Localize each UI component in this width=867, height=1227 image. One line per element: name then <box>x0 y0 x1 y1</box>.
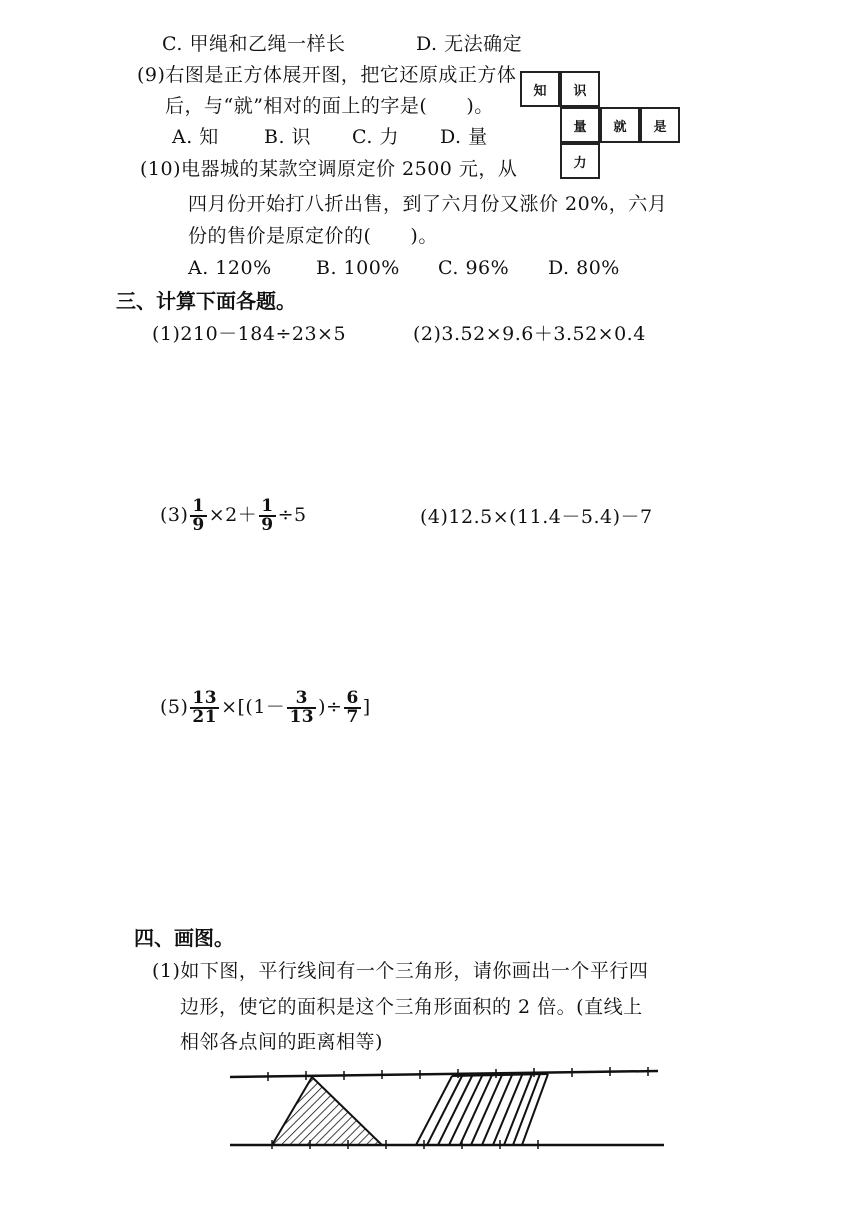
section4-title: 四、画图。 <box>134 926 234 950</box>
net-cell-zhi: 知 <box>520 71 560 107</box>
net-cell-shi2: 是 <box>640 107 680 143</box>
q9-option-d: D. 量 <box>440 126 488 148</box>
q10-text-line2: 四月份开始打八折出售，到了六月份又涨价 20%，六月 <box>188 193 668 215</box>
problem-5-label: (5) <box>160 696 189 718</box>
drawing-question-line1: (1)如下图，平行线间有一个三角形，请你画出一个平行四 <box>152 960 649 982</box>
section3-title: 三、计算下面各题。 <box>116 289 296 313</box>
q10-option-b: B. 100% <box>316 257 400 279</box>
drawn-parallelogram <box>416 1074 548 1145</box>
q8-option-d: D. 无法确定 <box>416 33 523 55</box>
problem-3-label: (3) <box>160 504 189 526</box>
bracket: ] <box>362 696 371 718</box>
problem-2: (2)3.52×9.6＋3.52×0.4 <box>413 323 646 345</box>
drawing-question-line2: 边形，使它的面积是这个三角形面积的 2 倍。(直线上 <box>180 996 643 1018</box>
q10-option-d: D. 80% <box>548 257 620 279</box>
operator: ÷5 <box>277 504 307 526</box>
numerator: 13 <box>192 688 218 708</box>
operator: ×2＋ <box>208 504 258 526</box>
q9-text-line1: (9)右图是正方体展开图，把它还原成正方体 <box>137 64 517 86</box>
top-line-ticks <box>268 1067 648 1081</box>
denominator: 7 <box>346 707 359 727</box>
numerator: 1 <box>192 496 205 516</box>
drawing-question-line3: 相邻各点间的距离相等) <box>180 1031 383 1053</box>
net-cell-li: 力 <box>560 143 600 179</box>
denominator: 9 <box>192 515 205 535</box>
numerator: 3 <box>287 690 316 709</box>
shaded-triangle <box>272 1077 382 1145</box>
q9-text-line2: 后，与“就”相对的面上的字是( )。 <box>165 95 494 117</box>
q9-option-b: B. 识 <box>264 126 312 148</box>
net-cell-shi: 识 <box>560 71 600 107</box>
q10-option-c: C. 96% <box>438 257 510 279</box>
operator: )÷ <box>318 696 343 718</box>
q10-text-line3: 份的售价是原定价的( )。 <box>188 225 438 247</box>
q8-option-c: C. 甲绳和乙绳一样长 <box>162 33 346 55</box>
problem-4: (4)12.5×(11.4－5.4)－7 <box>420 506 653 528</box>
q10-option-a: A. 120% <box>188 257 272 279</box>
net-cell-jiu: 就 <box>600 107 640 143</box>
denominator: 21 <box>192 707 218 727</box>
denominator: 9 <box>261 515 274 535</box>
q10-text-line1: (10)电器城的某款空调原定价 2500 元，从 <box>140 158 518 180</box>
top-parallel-line <box>230 1071 658 1077</box>
operator: ×[(1－ <box>221 696 286 718</box>
net-cell-liang: 量 <box>560 107 600 143</box>
denominator: 13 <box>289 707 315 727</box>
q9-option-a: A. 知 <box>172 126 219 148</box>
numerator: 6 <box>346 688 359 708</box>
problem-1: (1)210－184÷23×5 <box>152 323 347 345</box>
numerator: 1 <box>261 496 274 516</box>
q9-option-c: C. 力 <box>352 126 399 148</box>
